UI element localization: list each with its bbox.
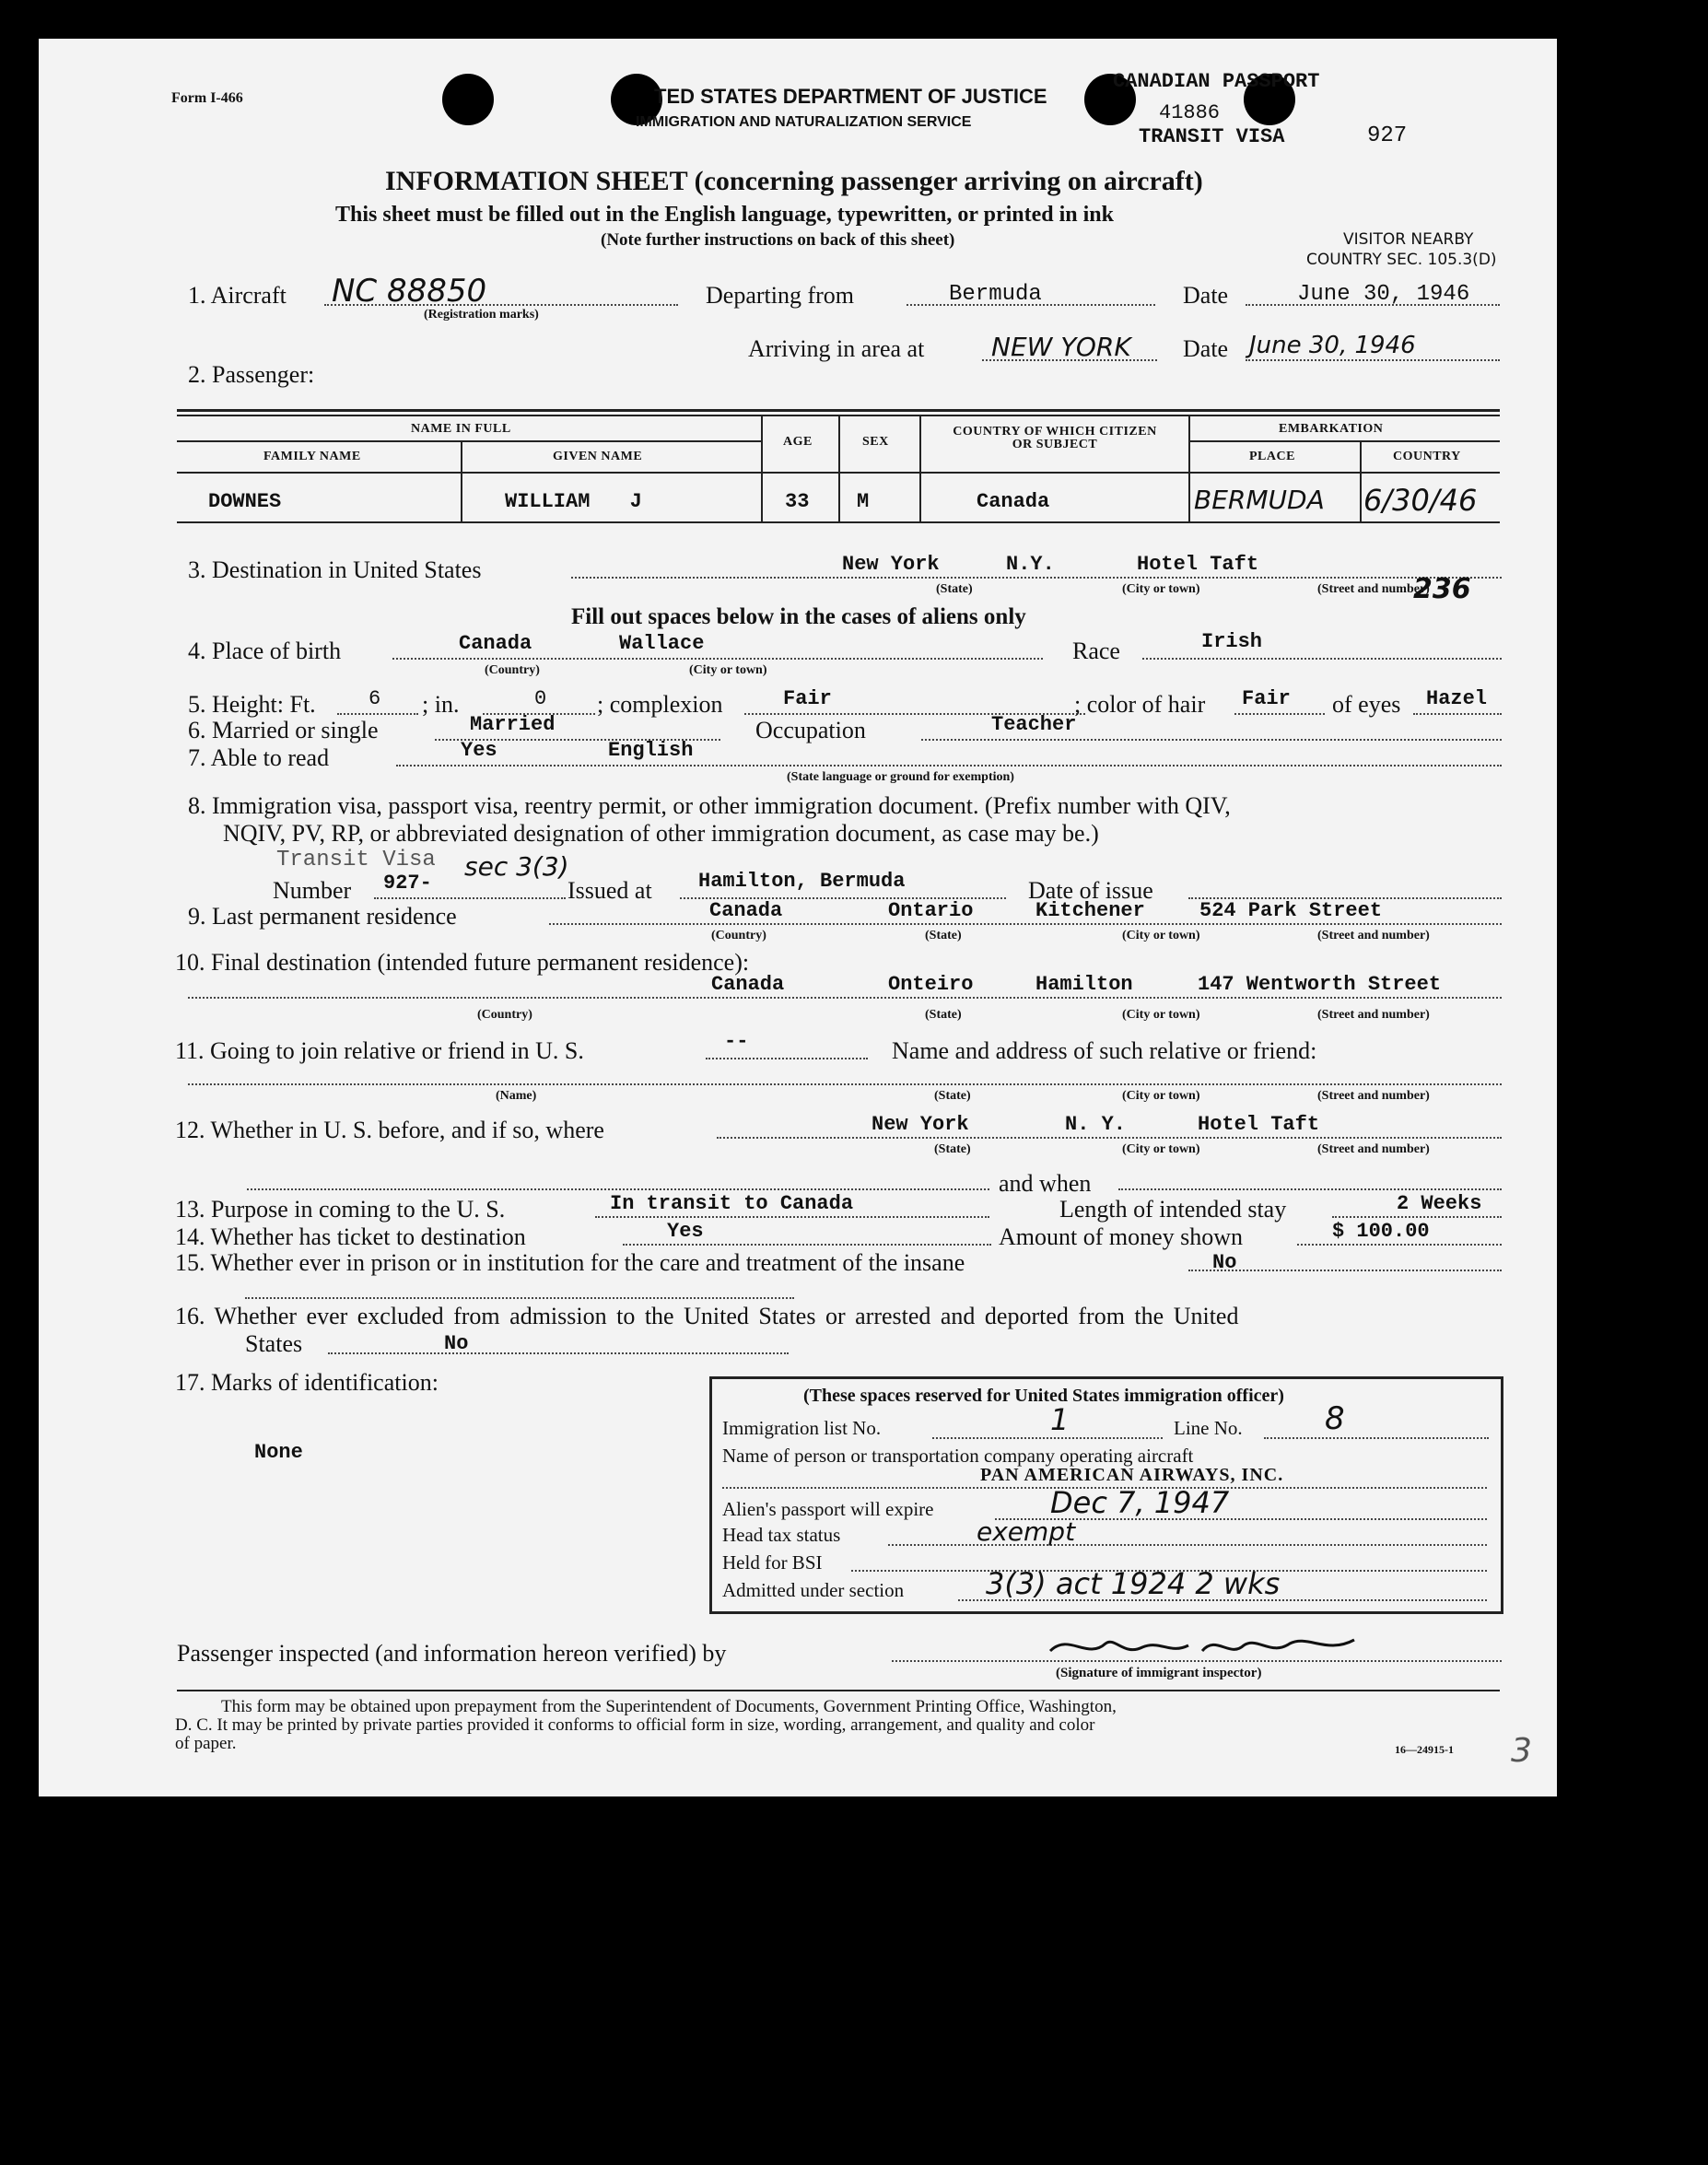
page-mark: 3 xyxy=(1511,1732,1532,1770)
embarkation-header: EMBARKATION xyxy=(1279,422,1384,436)
aliens-note: Fill out spaces below in the cases of aliens only xyxy=(571,604,1026,629)
admitted-value: 3(3) act 1924 2 wks xyxy=(986,1566,1281,1601)
and-when-label: and when xyxy=(999,1170,1092,1197)
marital-label: 6. Married or single xyxy=(188,717,379,743)
final-street: 147 Wentworth Street xyxy=(1198,973,1442,996)
previous-visit-city-caption: (City or town) xyxy=(1122,1142,1200,1156)
hair-label: ; color of hair xyxy=(1074,691,1206,718)
punch-hole xyxy=(442,74,494,125)
purpose-label: 13. Purpose in coming to the U. S. xyxy=(175,1196,506,1223)
height-in-label: ; in. xyxy=(422,691,460,718)
arriving-value: NEW YORK xyxy=(991,332,1131,362)
final-destination-label: 10. Final destination (intended future permanent residence): xyxy=(175,949,750,976)
issued-label: Issued at xyxy=(567,877,652,904)
country-header: COUNTRY xyxy=(1393,450,1461,463)
arriving-label: Arriving in area at xyxy=(748,335,925,362)
issued-value: Hamilton, Bermuda xyxy=(698,870,906,893)
excluded-line1: 16. Whether ever excluded from admission to the United States or arrested and deported from the United xyxy=(175,1303,1239,1329)
complexion-label: ; complexion xyxy=(597,691,723,718)
residence-street: 524 Park Street xyxy=(1199,899,1383,922)
signature-caption: (Signature of immigrant inspector) xyxy=(1056,1666,1262,1680)
place-of-birth-label: 4. Place of birth xyxy=(188,638,342,664)
list-no-value: 1 xyxy=(1050,1402,1070,1437)
destination-city: N.Y. xyxy=(1006,553,1055,576)
final-state: Onteiro xyxy=(888,973,974,996)
given-name-value: WILLIAM J xyxy=(505,490,642,513)
read-label: 7. Able to read xyxy=(188,744,330,771)
final-city-caption: (City or town) xyxy=(1122,1008,1200,1022)
document-number: 927- xyxy=(383,872,432,895)
date-value: June 30, 1946 xyxy=(1297,282,1470,307)
marital-value: Married xyxy=(470,713,556,736)
department-line: TED STATES DEPARTMENT OF JUSTICE xyxy=(654,85,1047,108)
inspector-signature xyxy=(1041,1623,1373,1669)
place-header: PLACE xyxy=(1249,450,1295,463)
document-line2: NQIV, PV, RP, or abbreviated designation of other immigration document, as case may be.) xyxy=(223,820,1099,847)
occupation-value: Teacher xyxy=(991,713,1077,736)
line-no-label: Line No. xyxy=(1174,1417,1243,1439)
aircraft-value: NC 88850 xyxy=(332,273,487,310)
relative-street-caption: (Street and number) xyxy=(1317,1089,1430,1103)
eyes-label: of eyes xyxy=(1332,691,1401,718)
purpose-value: In transit to Canada xyxy=(610,1192,854,1215)
arrival-date-label: Date xyxy=(1183,335,1229,362)
previous-visit-label: 12. Whether in U. S. before, and if so, where xyxy=(175,1117,604,1143)
final-city: Hamilton xyxy=(1035,973,1133,996)
marks-label: 17. Marks of identification: xyxy=(175,1369,439,1396)
operator-value: PAN AMERICAN AIRWAYS, INC. xyxy=(980,1465,1284,1485)
join-relative-value: -- xyxy=(724,1030,749,1053)
date-of-issue-label: Date of issue xyxy=(1028,877,1153,904)
final-street-caption: (Street and number) xyxy=(1317,1008,1430,1022)
visitor-stamp-line2: COUNTRY SEC. 105.3(D) xyxy=(1306,251,1497,269)
inspected-label: Passenger inspected (and information hereon verified) by xyxy=(177,1640,727,1667)
form-note: (Note further instructions on back of this sheet) xyxy=(601,230,955,250)
list-no-label: Immigration list No. xyxy=(722,1417,882,1439)
race-label: Race xyxy=(1072,638,1120,664)
form-number: Form I-466 xyxy=(171,90,243,106)
height-ft: 6 xyxy=(369,687,381,710)
expire-label: Alien's passport will expire xyxy=(722,1498,934,1520)
registration-caption: (Registration marks) xyxy=(424,308,539,322)
destination-label: 3. Destination in United States xyxy=(188,556,482,583)
residence-city-caption: (City or town) xyxy=(1122,929,1200,942)
headtax-label: Head tax status xyxy=(722,1524,841,1546)
officer-box-title: (These spaces reserved for United States immigration officer) xyxy=(803,1386,1284,1406)
footer-line2: D. C. It may be printed by private parties provided it conforms to official form in size, wording, arrangement, and quality and color xyxy=(175,1715,1095,1735)
birth-country: Canada xyxy=(459,632,532,655)
form-subtitle: This sheet must be filled out in the English language, typewritten, or printed in ink xyxy=(335,203,1114,227)
sex-value: M xyxy=(857,490,870,513)
expire-value: Dec 7, 1947 xyxy=(1050,1485,1230,1520)
age-header: AGE xyxy=(783,435,813,449)
admitted-label: Admitted under section xyxy=(722,1579,905,1601)
residence-state-caption: (State) xyxy=(925,929,962,942)
age-value: 33 xyxy=(785,490,810,513)
aircraft-label: 1. Aircraft xyxy=(188,282,287,309)
marks-value: None xyxy=(254,1441,303,1464)
read-value: Yes xyxy=(461,739,497,762)
hair-value: Fair xyxy=(1242,687,1291,710)
final-country-caption: (Country) xyxy=(477,1008,532,1022)
ticket-value: Yes xyxy=(667,1220,704,1243)
relative-state-caption: (State) xyxy=(934,1089,971,1103)
form-title: INFORMATION SHEET (concerning passenger arriving on aircraft) xyxy=(385,166,1203,196)
citizen-header: COUNTRY OF WHICH CITIZEN OR SUBJECT xyxy=(953,425,1157,451)
departing-label: Departing from xyxy=(706,282,855,309)
relative-name-caption: (Name) xyxy=(496,1089,537,1103)
document-type: Transit Visa xyxy=(276,848,436,872)
stamp-passport-number: 41886 xyxy=(1159,101,1221,124)
race-value: Irish xyxy=(1201,630,1263,653)
destination-room: 236 xyxy=(1413,573,1471,605)
document-number-note: sec 3(3) xyxy=(464,851,569,882)
birth-city: Wallace xyxy=(619,632,705,655)
money-value: $ 100.00 xyxy=(1332,1220,1430,1243)
date-label: Date xyxy=(1183,282,1229,309)
stamp-transit-visa: TRANSIT VISA xyxy=(1139,125,1285,148)
form-code: 16—24915-1 xyxy=(1395,1743,1454,1756)
citizen-value: Canada xyxy=(977,490,1050,513)
departing-value: Bermuda xyxy=(949,282,1042,307)
height-in: 0 xyxy=(534,687,547,710)
family-name-value: DOWNES xyxy=(208,490,282,513)
final-country: Canada xyxy=(711,973,785,996)
residence-country: Canada xyxy=(709,899,783,922)
name-in-full-header: NAME IN FULL xyxy=(411,422,511,436)
stay-value: 2 Weeks xyxy=(1397,1192,1482,1215)
destination-street-caption: (Street and number) xyxy=(1317,582,1430,596)
arrival-date-value: June 30, 1946 xyxy=(1249,332,1416,359)
read-caption: (State language or ground for exemption) xyxy=(787,770,1014,784)
headtax-value: exempt xyxy=(977,1516,1076,1547)
complexion-value: Fair xyxy=(783,687,832,710)
destination-state: New York xyxy=(842,553,940,576)
excluded-value: No xyxy=(444,1332,469,1355)
relative-name-label: Name and address of such relative or friend: xyxy=(892,1037,1317,1064)
join-relative-label: 11. Going to join relative or friend in U. S. xyxy=(175,1037,584,1064)
embarkation-place-value: BERMUDA xyxy=(1194,485,1325,515)
birth-country-caption: (Country) xyxy=(485,663,540,677)
money-label: Amount of money shown xyxy=(999,1223,1244,1250)
sex-header: SEX xyxy=(862,435,889,449)
stamp-canadian-passport: CANADIAN PASSPORT xyxy=(1113,70,1320,93)
residence-country-caption: (Country) xyxy=(711,929,766,942)
stamp-visa-number: 927 xyxy=(1367,123,1408,148)
footer-line3: of paper. xyxy=(175,1734,237,1753)
destination-state-caption: (State) xyxy=(936,582,973,596)
birth-city-caption: (City or town) xyxy=(689,663,767,677)
relative-city-caption: (City or town) xyxy=(1122,1089,1200,1103)
stay-label: Length of intended stay xyxy=(1059,1196,1287,1223)
passenger-label: 2. Passenger: xyxy=(188,361,315,388)
previous-visit-street: Hotel Taft xyxy=(1198,1113,1320,1136)
destination-street: Hotel Taft xyxy=(1137,553,1259,576)
line-no-value: 8 xyxy=(1325,1400,1345,1437)
read-language: English xyxy=(608,739,694,762)
previous-visit-city: N. Y. xyxy=(1065,1113,1127,1136)
residence-street-caption: (Street and number) xyxy=(1317,929,1430,942)
residence-state: Ontario xyxy=(888,899,974,922)
family-name-header: FAMILY NAME xyxy=(263,450,361,463)
final-state-caption: (State) xyxy=(925,1008,962,1022)
visitor-stamp-line1: VISITOR NEARBY xyxy=(1343,230,1474,249)
excluded-line2: States xyxy=(245,1330,303,1357)
height-label: 5. Height: Ft. xyxy=(188,691,316,718)
previous-visit-state-caption: (State) xyxy=(934,1142,971,1156)
document-number-label: Number xyxy=(273,877,352,904)
occupation-label: Occupation xyxy=(755,717,866,743)
eyes-value: Hazel xyxy=(1426,687,1488,710)
footer-line1: This form may be obtained upon prepayment from the Superintendent of Documents, Government Printing Office, Washington, xyxy=(221,1697,1117,1716)
residence-label: 9. Last permanent residence xyxy=(188,903,457,930)
prison-value: No xyxy=(1212,1251,1237,1274)
prison-label: 15. Whether ever in prison or in institution for the care and treatment of the insane xyxy=(175,1249,965,1276)
embarkation-date-value: 6/30/46 xyxy=(1363,483,1478,518)
service-line: IMMIGRATION AND NATURALIZATION SERVICE xyxy=(636,114,972,130)
given-name-header: GIVEN NAME xyxy=(553,450,643,463)
ticket-label: 14. Whether has ticket to destination xyxy=(175,1223,526,1250)
bsi-label: Held for BSI xyxy=(722,1551,823,1574)
residence-city: Kitchener xyxy=(1035,899,1145,922)
previous-visit-street-caption: (Street and number) xyxy=(1317,1142,1430,1156)
previous-visit-state: New York xyxy=(872,1113,969,1136)
operator-label: Name of person or transportation company operating aircraft xyxy=(722,1445,1194,1467)
destination-city-caption: (City or town) xyxy=(1122,582,1200,596)
document-line1: 8. Immigration visa, passport visa, reentry permit, or other immigration document. (Prefix number with QIV, xyxy=(188,792,1231,819)
